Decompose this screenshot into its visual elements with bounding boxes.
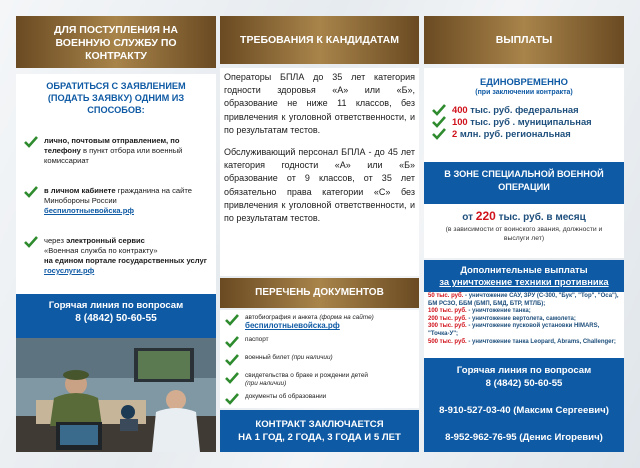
extra-item [428, 308, 620, 316]
extra-item [428, 293, 620, 308]
one-time-card [424, 68, 624, 162]
svo-text: тыс. руб. в месяц [495, 212, 586, 223]
header-documents [220, 278, 419, 308]
requirements-operators: Операторы БПЛА до 35 лет категория годности здоровья «А» или «Б», образование не ниже 11 классов, без привлечения к уголовной ответственности, и по результатам тестов. [224, 72, 415, 135]
doc3-text: военный билет [245, 353, 290, 361]
header-documents-text: ПЕРЕЧЕНЬ ДОКУМЕНТОВ [255, 287, 384, 298]
check-icon [225, 314, 239, 326]
pay1-amount: 400 [452, 104, 468, 115]
extra-title-1: Дополнительные выплаты [460, 264, 588, 275]
apply-way-3 [24, 236, 210, 276]
way2-link[interactable]: беспилотныевойска.рф [44, 206, 134, 215]
recruitment-office-photo [16, 338, 216, 452]
way2-bold: в личном кабинете [44, 186, 116, 195]
doc1-text: автобиография и анкета [245, 314, 318, 321]
svo-note: (в зависимости от воинского звания, должности и выслуги лет) [445, 226, 603, 242]
way3-bold: электронный сервис [66, 236, 145, 245]
contact-phone-1: 8-910-527-03-40 (Максим Сергеевич) [439, 405, 609, 416]
extra-text: - уничтожение танка; [466, 308, 531, 315]
doc-item [225, 372, 414, 389]
check-icon [225, 393, 239, 405]
header-payments-text: ВЫПЛАТЫ [495, 34, 553, 46]
way3-quote: «Военная служба по контракту» [44, 246, 158, 255]
doc-item [225, 336, 414, 348]
contract-line-2: НА 1 ГОД, 2 ГОДА, 3 ГОДА И 5 ЛЕТ [238, 432, 401, 443]
check-icon [225, 336, 239, 348]
hotline-title-left: Горячая линия по вопросам [48, 300, 184, 311]
extra-amount: 300 тыс. руб. [428, 323, 467, 330]
hotline-box-right [424, 358, 624, 452]
one-time-list [432, 104, 592, 140]
payment-regional [432, 128, 592, 140]
pay2-text: тыс. руб . муниципальная [467, 116, 592, 127]
payment-federal [432, 104, 592, 116]
requirements-card [220, 68, 419, 276]
way3-link[interactable]: госуслуги.рф [44, 266, 95, 275]
extra-text: - уничтожение САУ, ЗРУ (С-300, "Бук", "Тор", "Оса"), БМ РСЗО, ББМ (БМП, БМД, БТР, МТЛБ); [428, 293, 619, 307]
apply-way-2 [24, 186, 210, 216]
svo-card [424, 204, 624, 258]
header-requirements [220, 16, 419, 64]
contact-phone-2: 8-952-962-76-95 (Денис Игоревич) [445, 432, 603, 443]
way1-rest: в пункт отбора или военный комиссариат [44, 146, 183, 165]
check-icon [24, 236, 38, 248]
extra-amount: 200 тыс. руб. [428, 315, 467, 322]
column-application [16, 16, 216, 452]
way3-bold2: на едином портале государственных услуг [44, 256, 207, 265]
svo-title: В ЗОНЕ СПЕЦИАЛЬНОЙ ВОЕННОЙ ОПЕРАЦИИ [444, 169, 604, 192]
extra-text: - уничтожение танка Leopard, Abrams, Challenger; [466, 338, 616, 345]
hotline-phone-right: 8 (4842) 50-60-55 [485, 378, 563, 389]
way1-bold: лично, почтовым отправлением, по телефону [44, 136, 180, 155]
extra-text: - уничтожение вертолета, самолета; [466, 315, 576, 322]
column-requirements [220, 16, 419, 452]
doc3-note: (при наличии) [291, 353, 333, 361]
doc1-note: (форма на сайте) [319, 314, 374, 321]
doc-item [225, 393, 414, 405]
extra-payments-list [424, 292, 624, 358]
once-title: ЕДИНОВРЕМЕННО [480, 76, 568, 87]
check-icon [432, 128, 446, 140]
doc2-text: паспорт [245, 335, 269, 343]
apply-card [16, 74, 216, 304]
apply-way-1 [24, 136, 210, 166]
hotline-phone-left: 8 (4842) 50-60-55 [75, 313, 157, 324]
payment-municipal [432, 116, 592, 128]
extra-amount: 500 тыс. руб. [428, 338, 467, 345]
check-icon [24, 136, 38, 148]
contract-box [220, 410, 419, 452]
way2-rest: гражданина на сайте Минобороны России [44, 186, 193, 205]
doc1-link[interactable]: беспилотныевойска.рф [245, 321, 340, 331]
hotline-box-left [16, 294, 216, 338]
doc-item [225, 314, 414, 332]
once-note: (при заключении контракта) [475, 89, 573, 96]
svo-amount: 220 [475, 209, 496, 223]
contract-line-1: КОНТРАКТ ЗАКЛЮЧАЕТСЯ [255, 419, 384, 430]
header-application-text: ДЛЯ ПОСТУПЛЕНИЯ НА ВОЕННУЮ СЛУЖБУ ПО КОНТРАКТУ [54, 24, 178, 62]
doc5-text: документы об образовании [245, 392, 327, 400]
pay3-text: млн. руб. региональная [457, 128, 571, 139]
apply-title: ОБРАТИТЬСЯ С ЗАЯВЛЕНИЕМ (ПОДАТЬ ЗАЯВКУ) ОДНИМ ИЗ СПОСОБОВ: [46, 81, 186, 115]
extra-title-2: за уничтожение техники противника [439, 276, 609, 287]
pay2-amount: 100 [452, 116, 468, 127]
header-requirements-text: ТРЕБОВАНИЯ К КАНДИДАТАМ [240, 34, 399, 46]
svo-salary [424, 204, 624, 223]
pay1-text: тыс. руб. федеральная [467, 104, 579, 115]
pay3-amount: 2 [452, 128, 458, 139]
header-application [16, 16, 216, 68]
doc-item [225, 354, 414, 366]
check-icon [225, 372, 239, 384]
check-icon [225, 354, 239, 366]
column-payments [424, 16, 624, 452]
header-payments [424, 16, 624, 64]
way3-pre: через [44, 236, 67, 245]
check-icon [24, 186, 38, 198]
svo-box [424, 162, 624, 204]
doc4-note: (при наличии) [245, 380, 287, 388]
requirements-staff: Обслуживающий персонал БПЛА - до 45 лет категория годности «А» или «Б» образование от 9 классов, от 35 лет обязательно права категории «С» без привлечения к уголовной ответственности, и по результатам тестов. [224, 147, 415, 224]
extra-item [428, 339, 620, 347]
check-icon [432, 116, 446, 128]
documents-card [220, 310, 419, 408]
svo-pre: от [462, 212, 476, 223]
extra-text: - уничтожение пусковой установки HIMARS, "Точка-У"; [428, 323, 600, 337]
hotline-title-right: Горячая линия по вопросам [456, 365, 592, 376]
extra-payments-header [424, 260, 624, 292]
doc4-text: свидетельства о браке и рождении детей [245, 371, 368, 379]
extra-amount: 100 тыс. руб. [428, 308, 467, 315]
extra-amount: 50 тыс. руб. [428, 293, 464, 299]
check-icon [432, 104, 446, 116]
extra-item [428, 323, 620, 338]
